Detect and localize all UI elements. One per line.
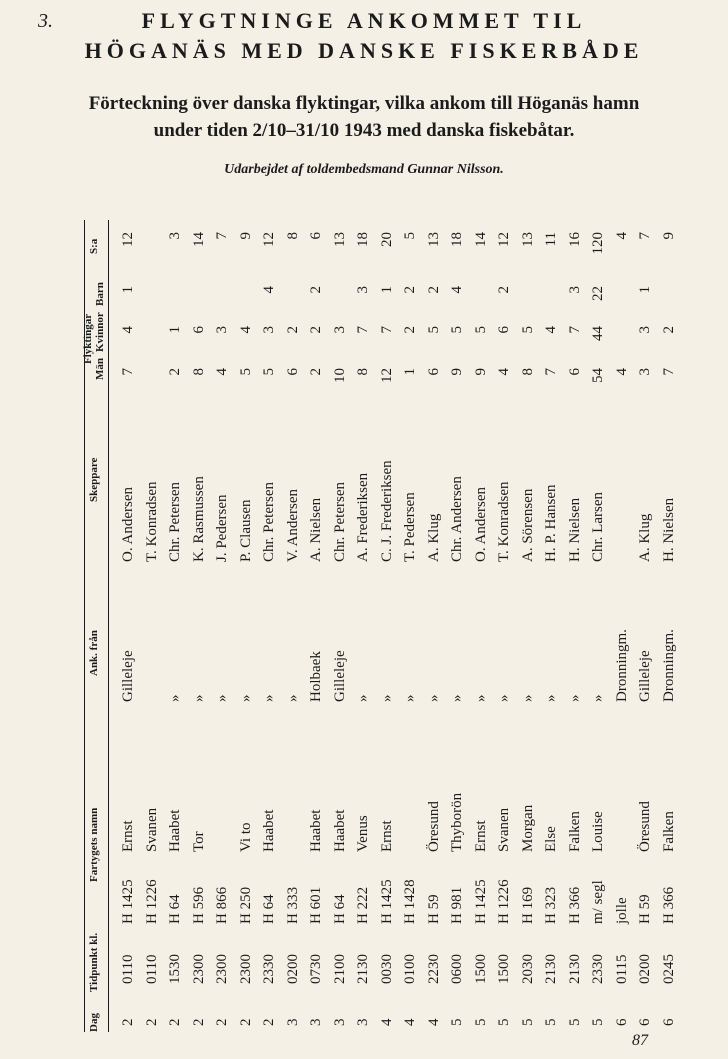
cell-skeppare: O. Andersen — [472, 487, 489, 562]
cell-ank: » — [355, 694, 371, 702]
cell-skeppare: V. Andersen — [284, 488, 301, 562]
cell-namn: Haabet — [167, 809, 183, 852]
cell-man: 6 — [284, 368, 301, 376]
cell-skeppare: Chr. Petersen — [261, 482, 277, 562]
cell-reg: m/ segl — [590, 880, 606, 924]
cell-kvinnor: 2 — [308, 326, 324, 334]
cell-man: 4 — [496, 368, 512, 376]
cell-tid: 0245 — [660, 954, 677, 984]
cell-ank: » — [190, 694, 207, 702]
cell-ank: » — [425, 694, 442, 702]
refugee-table — [84, 220, 680, 1032]
cell-dag: 5 — [566, 1018, 583, 1026]
cell-skeppare: K. Rasmussen — [190, 476, 207, 562]
cell-barn: 2 — [402, 286, 418, 294]
cell-man: 1 — [402, 368, 418, 376]
cell-kvinnor: 4 — [120, 326, 136, 334]
cell-kvinnor: 3 — [261, 326, 277, 334]
cell-ank: » — [472, 694, 489, 702]
cell-reg: H 59 — [425, 894, 442, 924]
cell-reg: H 333 — [284, 886, 301, 924]
cell-kvinnor: 2 — [402, 326, 418, 334]
cell-namn: Thyborön — [449, 792, 465, 852]
cell-kvinnor: 5 — [425, 326, 442, 334]
cell-ank: Gilleleje — [331, 650, 348, 702]
cell-man: 9 — [472, 368, 489, 376]
cell-tid: 2130 — [543, 954, 559, 984]
cell-ank: » — [237, 694, 254, 702]
cell-ank: » — [566, 694, 583, 702]
cell-dag: 2 — [120, 1018, 136, 1026]
cell-ank: Dronningm. — [660, 629, 677, 702]
cell-ank: » — [519, 694, 536, 702]
col-header-dag: Dag — [88, 1013, 100, 1032]
cell-ank: » — [167, 694, 183, 702]
cell-dag: 2 — [214, 1018, 230, 1026]
cell-tid: 2130 — [355, 954, 371, 984]
cell-man: 6 — [566, 368, 583, 376]
cell-ank: » — [261, 694, 277, 702]
cell-reg: H 64 — [261, 894, 277, 924]
cell-dag: 2 — [190, 1018, 207, 1026]
cell-tid: 1530 — [167, 954, 183, 984]
cell-summa: 120 — [590, 232, 606, 255]
cell-summa: 12 — [261, 232, 277, 247]
cell-barn: 1 — [637, 286, 653, 294]
cell-tid: 0115 — [613, 954, 630, 984]
cell-ank: » — [590, 694, 606, 702]
cell-man: 8 — [519, 368, 536, 376]
cell-namn: Svanen — [143, 807, 160, 852]
cell-man: 7 — [660, 368, 677, 376]
cell-namn: Öresund — [637, 801, 653, 852]
cell-skeppare: Chr. Petersen — [167, 482, 183, 562]
cell-summa: 16 — [566, 232, 583, 247]
cell-kvinnor: 5 — [472, 326, 489, 334]
cell-man: 8 — [190, 368, 207, 376]
cell-tid: 0110 — [143, 954, 160, 984]
cell-dag: 3 — [331, 1018, 348, 1026]
cell-kvinnor: 3 — [637, 326, 653, 334]
cell-skeppare: A. Nielsen — [308, 497, 324, 562]
cell-namn: Ernst — [378, 820, 395, 852]
cell-reg: H 1428 — [402, 879, 418, 924]
cell-ank: Dronningm. — [613, 629, 630, 702]
cell-reg: H 222 — [355, 886, 371, 924]
cell-summa: 12 — [496, 232, 512, 247]
cell-kvinnor: 6 — [190, 326, 207, 334]
col-header-skeppare: Skeppare — [88, 457, 100, 502]
cell-tid: 0200 — [637, 954, 653, 984]
cell-kvinnor: 7 — [355, 326, 371, 334]
cell-dag: 2 — [143, 1018, 160, 1026]
cell-namn: Haabet — [308, 809, 324, 852]
cell-barn: 4 — [261, 286, 277, 294]
cell-man: 2 — [167, 368, 183, 376]
col-header-tidpunkt: Tidpunkt kl. — [88, 932, 100, 992]
cell-skeppare: T. Pedersen — [402, 492, 418, 562]
col-header-barn: Barn — [94, 282, 106, 306]
cell-kvinnor: 6 — [496, 326, 512, 334]
cell-dag: 5 — [472, 1018, 489, 1026]
cell-skeppare: H. Nielsen — [566, 497, 583, 562]
cell-summa: 8 — [284, 232, 301, 240]
cell-man: 10 — [331, 368, 348, 383]
cell-skeppare: C. J. Frederiksen — [378, 460, 395, 562]
cell-summa: 13 — [425, 232, 442, 247]
cell-skeppare: Chr. Larsen — [590, 492, 606, 562]
cell-kvinnor: 7 — [566, 326, 583, 334]
cell-ank: » — [496, 694, 512, 702]
cell-namn: Louise — [590, 811, 606, 852]
title-line-1: FLYGTNINGE ANKOMMET TIL — [141, 8, 587, 33]
col-header-kvinnor: Kvinnor — [94, 312, 106, 352]
cell-namn: Haabet — [331, 809, 348, 852]
cell-reg: H 323 — [543, 886, 559, 924]
cell-dag: 6 — [660, 1018, 677, 1026]
cell-dag: 2 — [237, 1018, 254, 1026]
cell-barn: 2 — [425, 286, 442, 294]
cell-man: 54 — [590, 368, 606, 383]
cell-reg: H 1425 — [472, 879, 489, 924]
cell-barn: 2 — [308, 286, 324, 294]
cell-summa: 14 — [190, 232, 207, 247]
cell-namn: Falken — [660, 811, 677, 852]
cell-man: 7 — [543, 368, 559, 376]
cell-man: 8 — [355, 368, 371, 376]
cell-ank: Holbaek — [308, 651, 324, 702]
cell-dag: 6 — [613, 1018, 630, 1026]
cell-skeppare: O. Andersen — [120, 487, 136, 562]
cell-reg: H 1425 — [120, 879, 136, 924]
cell-skeppare: J. Pedersen — [214, 494, 230, 562]
cell-dag: 5 — [449, 1018, 465, 1026]
cell-summa: 3 — [167, 232, 183, 240]
cell-dag: 3 — [284, 1018, 301, 1026]
cell-reg: jolle — [613, 897, 630, 924]
cell-reg: H 366 — [566, 886, 583, 924]
cell-barn: 3 — [566, 286, 583, 294]
cell-tid: 2100 — [331, 954, 348, 984]
cell-dag: 4 — [425, 1018, 442, 1026]
cell-skeppare: H. Nielsen — [660, 497, 677, 562]
cell-dag: 2 — [261, 1018, 277, 1026]
cell-summa: 11 — [543, 232, 559, 247]
cell-kvinnor: 5 — [449, 326, 465, 334]
col-header-fartyg: Fartygets namn — [88, 807, 100, 882]
cell-kvinnor: 1 — [167, 326, 183, 334]
cell-skeppare: T. Konradsen — [496, 481, 512, 562]
cell-namn: Ernst — [120, 820, 136, 852]
cell-reg: H 64 — [331, 894, 348, 924]
cell-tid: 2300 — [214, 954, 230, 984]
cell-namn: Ernst — [472, 820, 489, 852]
cell-ank: » — [402, 694, 418, 702]
cell-skeppare: A. Klug — [637, 513, 653, 562]
cell-skeppare: A. Klug — [425, 513, 442, 562]
cell-barn: 1 — [120, 286, 136, 294]
cell-summa: 7 — [637, 232, 653, 240]
cell-dag: 4 — [378, 1018, 395, 1026]
cell-ank: » — [284, 694, 301, 702]
cell-reg: H 866 — [214, 886, 230, 924]
cell-ank: » — [543, 694, 559, 702]
cell-summa: 12 — [120, 232, 136, 247]
cell-ank: » — [378, 694, 395, 702]
cell-reg: H 64 — [167, 894, 183, 924]
cell-dag: 6 — [637, 1018, 653, 1026]
cell-summa: 14 — [472, 232, 489, 247]
cell-reg: H 596 — [190, 886, 207, 924]
cell-man: 4 — [214, 368, 230, 376]
cell-kvinnor: 7 — [378, 326, 395, 334]
cell-tid: 2230 — [425, 954, 442, 984]
cell-summa: 9 — [660, 232, 677, 240]
cell-dag: 5 — [496, 1018, 512, 1026]
cell-dag: 3 — [308, 1018, 324, 1026]
cell-reg: H 981 — [449, 886, 465, 924]
cell-namn: Tor — [190, 831, 207, 852]
cell-namn: Vi to — [237, 822, 254, 852]
cell-man: 7 — [120, 368, 136, 376]
cell-man: 6 — [425, 368, 442, 376]
col-header-man: Män — [94, 358, 106, 380]
cell-kvinnor: 5 — [519, 326, 536, 334]
cell-barn: 3 — [355, 286, 371, 294]
cell-man: 3 — [637, 368, 653, 376]
subtitle-line-2: under tiden 2/10–31/10 1943 med danska fiskebåtar. — [153, 120, 575, 141]
cell-barn: 2 — [496, 286, 512, 294]
cell-ank: » — [449, 694, 465, 702]
cell-summa: 13 — [331, 232, 348, 247]
cell-tid: 2300 — [237, 954, 254, 984]
cell-barn: 1 — [378, 286, 395, 294]
cell-man: 2 — [308, 368, 324, 376]
cell-tid: 0600 — [449, 954, 465, 984]
cell-man: 9 — [449, 368, 465, 376]
cell-skeppare: H. P. Hansen — [543, 484, 559, 562]
cell-tid: 1500 — [496, 954, 512, 984]
cell-skeppare: A. Sörensen — [519, 488, 536, 562]
cell-summa: 18 — [449, 232, 465, 247]
cell-dag: 5 — [519, 1018, 536, 1026]
cell-kvinnor: 3 — [331, 326, 348, 334]
cell-namn: Morgan — [519, 804, 536, 852]
cell-reg: H 601 — [308, 886, 324, 924]
author-credit: Udarbejdet af toldembedsmand Gunnar Nilsson. — [224, 162, 504, 177]
cell-summa: 13 — [519, 232, 536, 247]
cell-tid: 0100 — [402, 954, 418, 984]
cell-tid: 0030 — [378, 954, 395, 984]
cell-namn: Svanen — [496, 807, 512, 852]
cell-namn: Else — [543, 826, 559, 852]
cell-tid: 2300 — [190, 954, 207, 984]
cell-namn: Öresund — [425, 801, 442, 852]
cell-kvinnor: 4 — [237, 326, 254, 334]
cell-man: 5 — [261, 368, 277, 376]
cell-summa: 7 — [214, 232, 230, 240]
cell-ank: Gilleleje — [637, 650, 653, 702]
cell-reg: H 1226 — [496, 879, 512, 924]
cell-man: 12 — [378, 368, 395, 383]
cell-reg: H 250 — [237, 886, 254, 924]
title-line-2: HÖGANÄS MED DANSKE FISKERBÅDE — [84, 38, 644, 63]
cell-summa: 18 — [355, 232, 371, 247]
cell-tid: 2130 — [566, 954, 583, 984]
cell-summa: 6 — [308, 232, 324, 240]
cell-barn: 4 — [449, 286, 465, 294]
cell-reg: H 59 — [637, 894, 653, 924]
cell-dag: 3 — [355, 1018, 371, 1026]
cell-dag: 2 — [167, 1018, 183, 1026]
cell-dag: 4 — [402, 1018, 418, 1026]
cell-reg: H 169 — [519, 886, 536, 924]
cell-tid: 0110 — [120, 954, 136, 984]
col-header-summa: S:a — [88, 238, 100, 254]
cell-namn: Venus — [355, 815, 371, 852]
cell-reg: H 366 — [660, 886, 677, 924]
cell-summa: 4 — [613, 232, 630, 240]
cell-kvinnor: 44 — [590, 326, 606, 341]
cell-ank: Gilleleje — [120, 650, 136, 702]
cell-tid: 1500 — [472, 954, 489, 984]
col-header-flyktingar: Flyktingar — [82, 313, 94, 364]
cell-reg: H 1226 — [143, 879, 160, 924]
cell-kvinnor: 2 — [284, 326, 301, 334]
cell-man: 4 — [613, 368, 630, 376]
cell-tid: 0730 — [308, 954, 324, 984]
cell-tid: 2030 — [519, 954, 536, 984]
cell-kvinnor: 2 — [660, 326, 677, 334]
cell-tid: 0200 — [284, 954, 301, 984]
cell-skeppare: Chr. Andersen — [449, 476, 465, 562]
cell-skeppare: P. Clausen — [237, 499, 254, 562]
chapter-number: 3. — [38, 10, 53, 32]
cell-skeppare: Chr. Petersen — [331, 482, 348, 562]
cell-skeppare: T. Konradsen — [143, 481, 160, 562]
cell-kvinnor: 4 — [543, 326, 559, 334]
cell-namn: Haabet — [261, 809, 277, 852]
col-header-ank: Ank. från — [88, 630, 100, 676]
cell-summa: 5 — [402, 232, 418, 240]
cell-namn: Falken — [566, 811, 583, 852]
cell-dag: 5 — [543, 1018, 559, 1026]
subtitle-line-1: Förteckning över danska flyktingar, vilka ankom till Höganäs hamn — [88, 93, 640, 114]
cell-tid: 2330 — [590, 954, 606, 984]
cell-man: 5 — [237, 368, 254, 376]
cell-barn: 22 — [590, 286, 606, 301]
cell-summa: 20 — [378, 232, 395, 247]
cell-tid: 2330 — [261, 954, 277, 984]
cell-kvinnor: 3 — [214, 326, 230, 334]
cell-dag: 5 — [590, 1018, 606, 1026]
cell-skeppare: A. Frederiksen — [355, 472, 371, 562]
cell-summa: 9 — [237, 232, 254, 240]
cell-reg: H 1425 — [378, 879, 395, 924]
page-number: 87 — [632, 1032, 648, 1049]
cell-ank: » — [214, 694, 230, 702]
